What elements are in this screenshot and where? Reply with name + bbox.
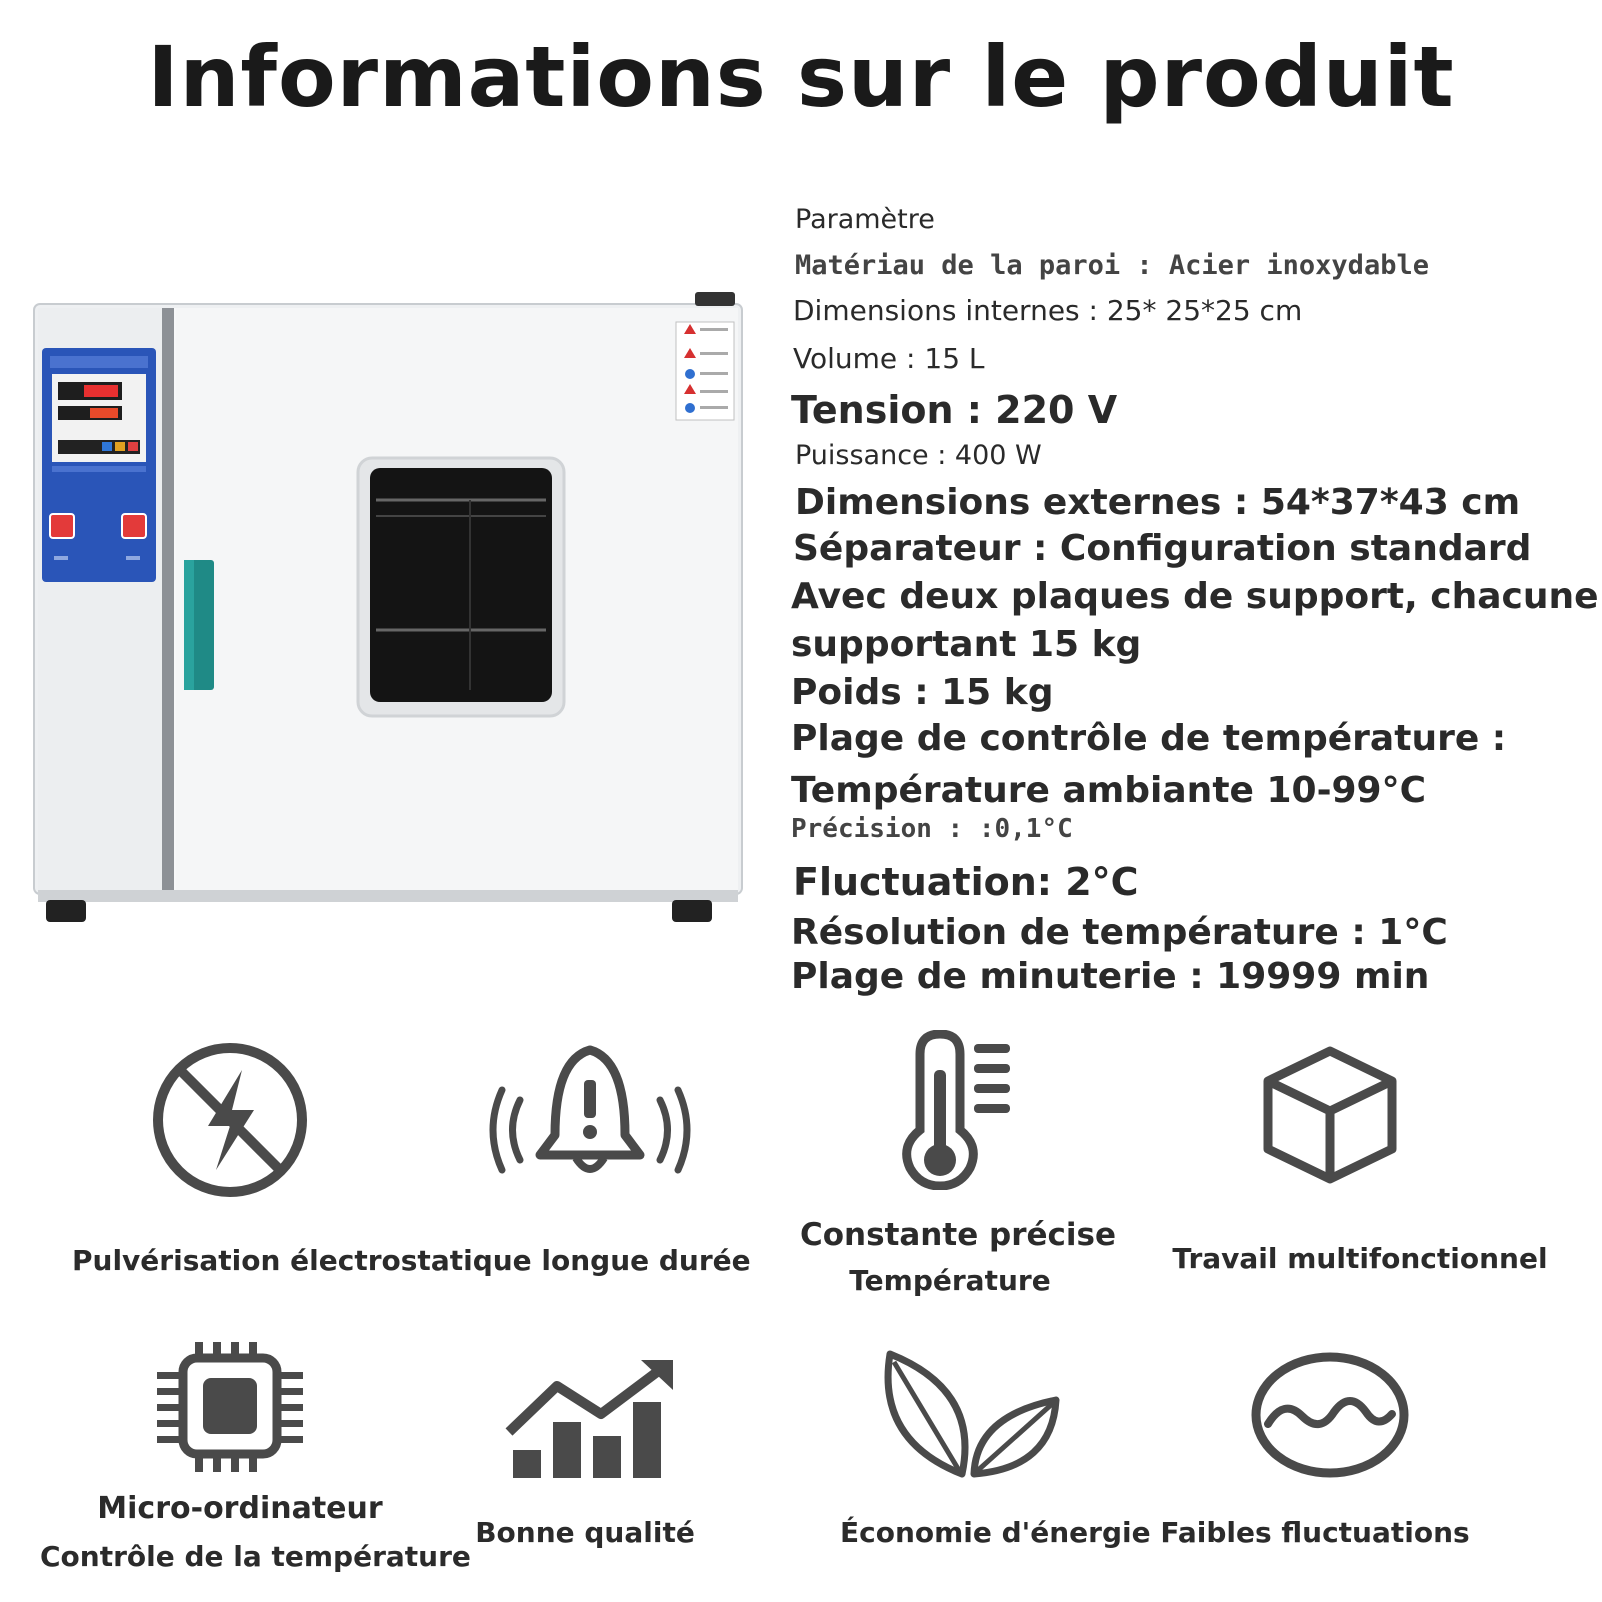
no-electricity-icon bbox=[150, 1040, 310, 1200]
spec-temp-range-value: Température ambiante 10-99°C bbox=[791, 770, 1427, 811]
spec-resolution: Résolution de température : 1°C bbox=[791, 912, 1448, 953]
feature-micro-line2: Contrôle de la température bbox=[40, 1540, 471, 1573]
oven-image bbox=[30, 290, 760, 950]
microchip-icon bbox=[155, 1340, 305, 1480]
spec-fluctuation: Fluctuation: 2°C bbox=[793, 860, 1139, 904]
feature-constant-line1: Constante précise bbox=[800, 1217, 1116, 1253]
growth-chart-icon bbox=[505, 1360, 675, 1480]
spec-external-dimensions: Dimensions externes : 54*37*43 cm bbox=[795, 482, 1521, 523]
spec-material: Matériau de la paroi : Acier inoxydable bbox=[795, 250, 1429, 281]
spec-separator: Séparateur : Configuration standard bbox=[793, 528, 1532, 569]
feature-multifunction-label: Travail multifonctionnel bbox=[1172, 1242, 1548, 1275]
spec-power: Puissance : 400 W bbox=[795, 440, 1042, 471]
feature-spray-label: Pulvérisation électrostatique longue durée bbox=[72, 1244, 751, 1277]
page-title: Informations sur le produit bbox=[147, 28, 1455, 126]
spec-weight: Poids : 15 kg bbox=[791, 672, 1054, 713]
spec-shelves-line1: Avec deux plaques de support, chacune bbox=[791, 576, 1599, 617]
spec-precision: Précision : :0,1°C bbox=[791, 814, 1073, 844]
spec-shelves-line2: supportant 15 kg bbox=[791, 624, 1142, 665]
spec-temp-range-label: Plage de contrôle de température : bbox=[791, 718, 1507, 759]
spec-voltage: Tension : 220 V bbox=[791, 388, 1118, 432]
feature-energy-fluct-label: Économie d'énergie Faibles fluctuations bbox=[840, 1516, 1470, 1549]
spec-heading: Paramètre bbox=[795, 204, 935, 235]
feature-quality-label: Bonne qualité bbox=[475, 1516, 695, 1549]
spec-timer-range: Plage de minuterie : 19999 min bbox=[791, 956, 1430, 997]
thermometer-icon bbox=[900, 1030, 1030, 1190]
spec-internal-dimensions: Dimensions internes : 25* 25*25 cm bbox=[793, 294, 1303, 327]
cube-icon bbox=[1260, 1045, 1400, 1185]
wave-circle-icon bbox=[1250, 1350, 1410, 1480]
spec-volume: Volume : 15 L bbox=[793, 342, 985, 375]
feature-constant-line2: Température bbox=[849, 1264, 1051, 1297]
feature-micro-line1: Micro-ordinateur bbox=[97, 1491, 383, 1526]
alarm-bell-icon bbox=[480, 1040, 700, 1180]
leaves-icon bbox=[880, 1350, 1060, 1480]
